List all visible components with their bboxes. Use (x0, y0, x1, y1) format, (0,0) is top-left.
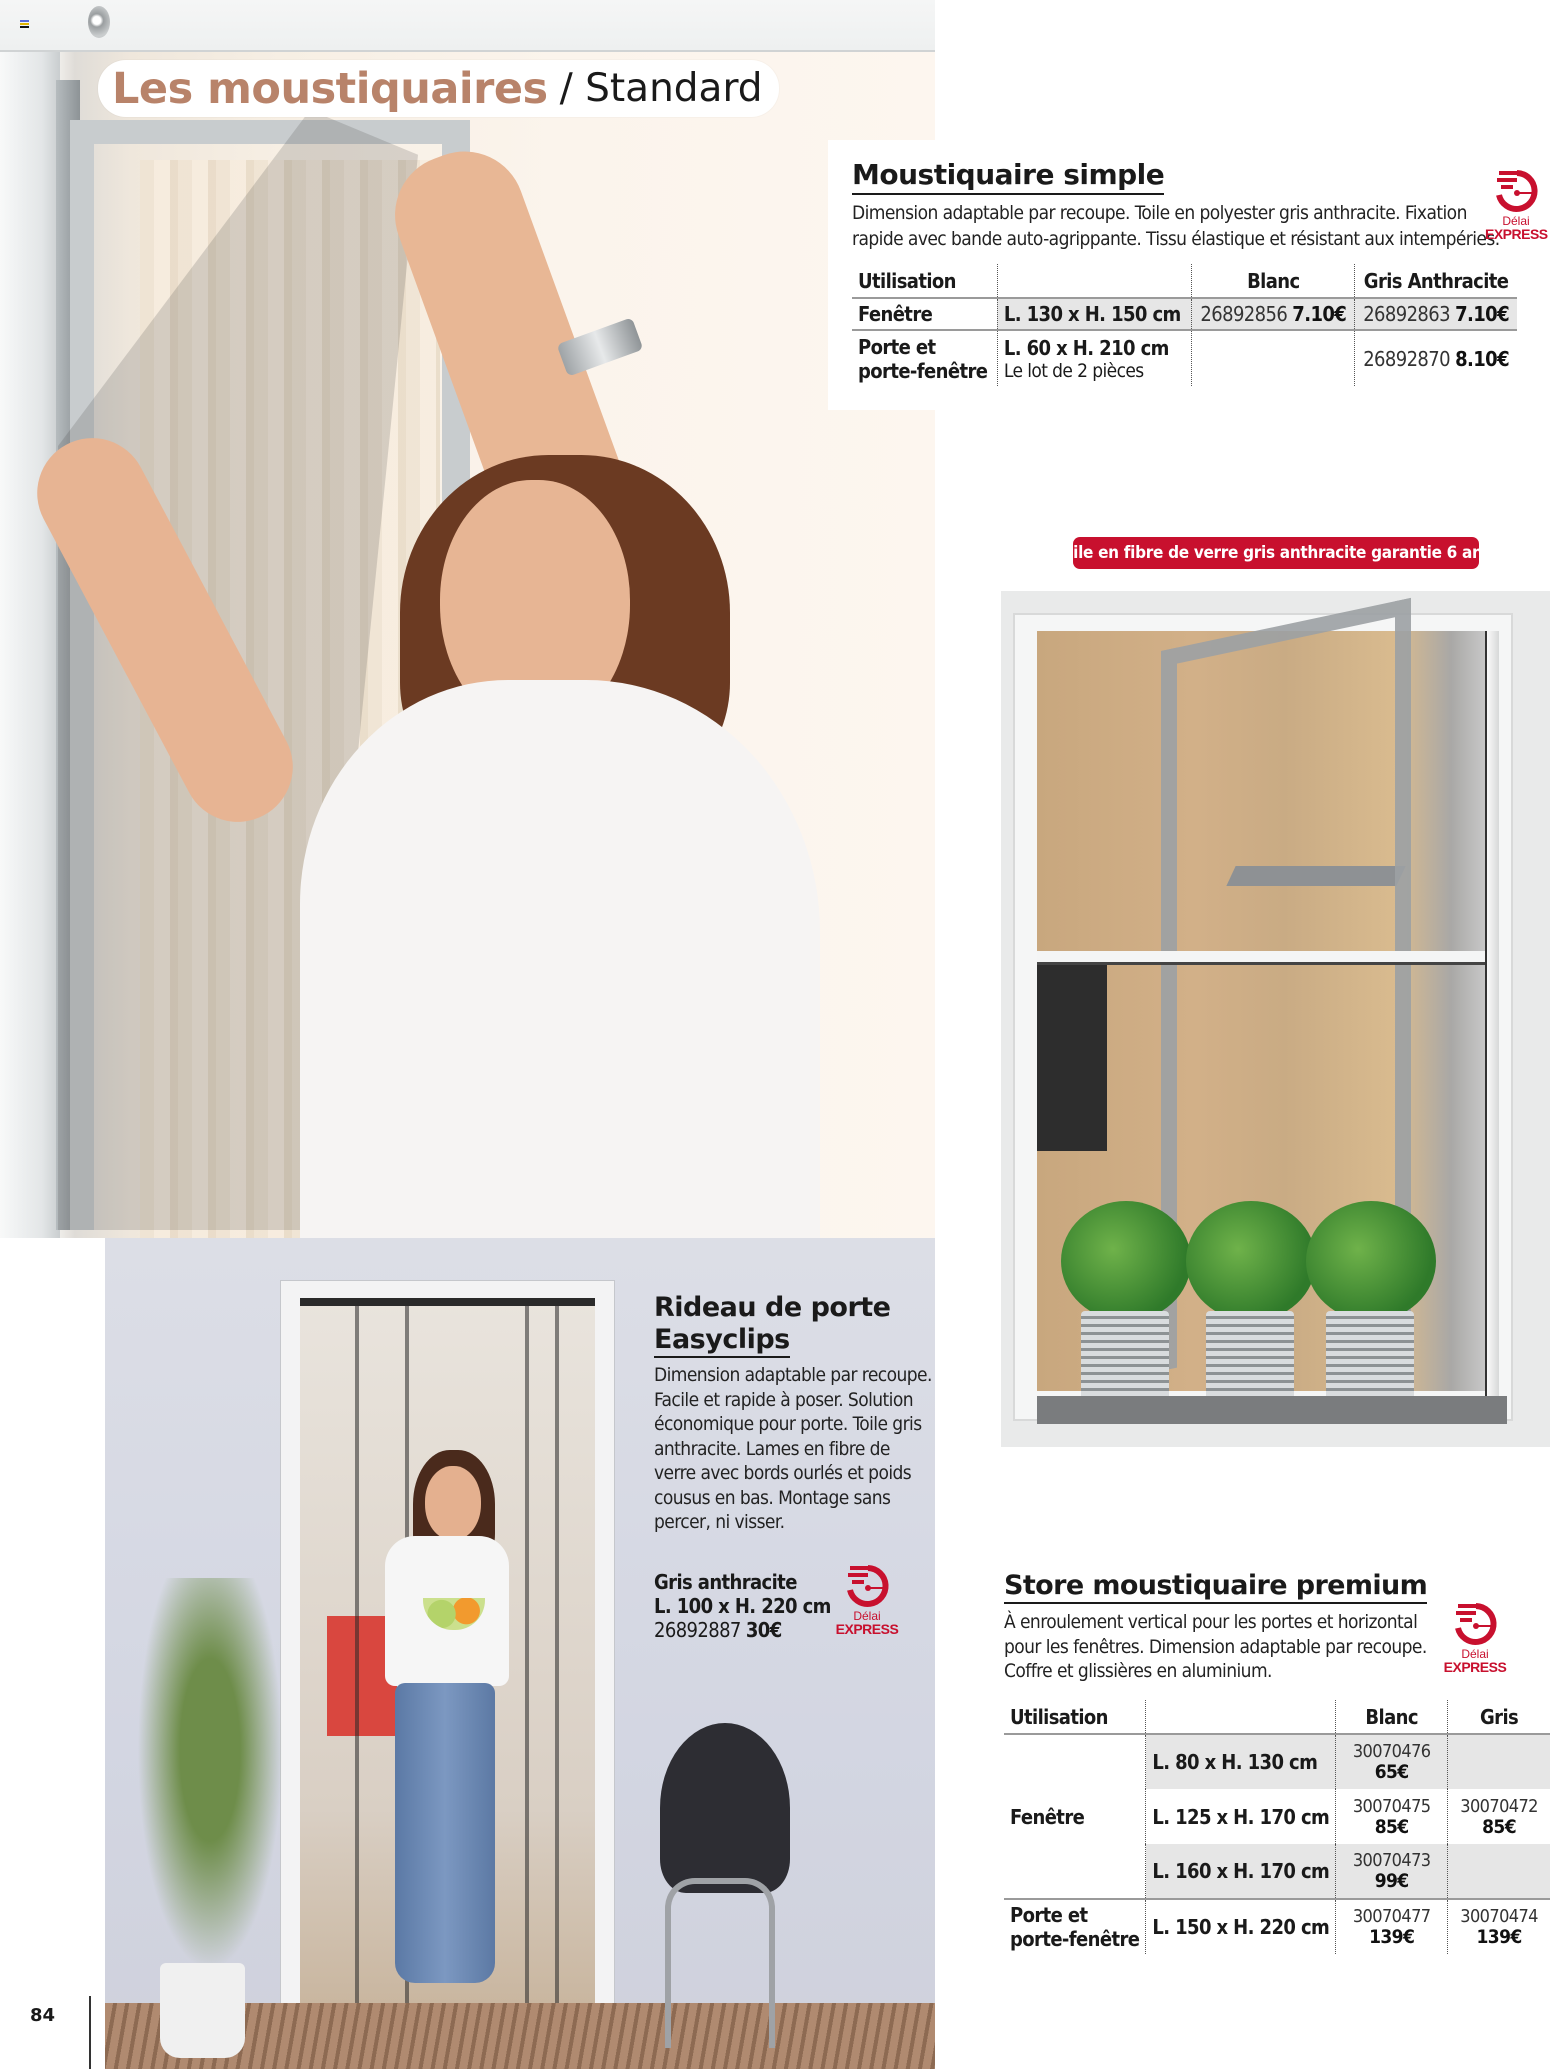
column-header: Utilisation (858, 268, 956, 293)
blanc-cell (1336, 1844, 1448, 1899)
usage-cell (1004, 1899, 1146, 1954)
column-header: Blanc (1336, 1700, 1448, 1734)
window-sill (1037, 1396, 1507, 1424)
product-title (654, 1292, 890, 1358)
express-label-line2: EXPRESS (835, 1621, 899, 1637)
size-cell: L. 130 x H. 150 cm (997, 298, 1192, 330)
product-price: 139€ (1476, 1926, 1522, 1948)
size-cell: L. 125 x H. 170 cm (1146, 1789, 1336, 1844)
product-price: 65€ (1374, 1761, 1409, 1783)
usage-cell (852, 330, 997, 386)
product-color: Gris anthracite (654, 1570, 797, 1594)
product-ref: 30070476 (1352, 1741, 1431, 1762)
roller-screen-bar (1037, 951, 1495, 965)
product-price: 85€ (1482, 1815, 1517, 1838)
gris-cell (1355, 298, 1517, 330)
black-chair (660, 1723, 790, 1893)
hero-photo-woman-installing-screen (0, 0, 935, 1238)
usage-line: porte-fenêtre (858, 358, 988, 383)
title-line: Easyclips (654, 1324, 790, 1358)
window-side-frame (0, 52, 60, 1238)
blanc-cell (1336, 1789, 1448, 1844)
curtain-strip (525, 1306, 529, 2026)
window-top-frame (0, 0, 935, 52)
gris-cell (1355, 330, 1517, 386)
size-main: L. 60 x H. 210 cm (1003, 335, 1169, 360)
product-ref: 26892887 (654, 1618, 741, 1642)
blanc-cell-empty (1192, 330, 1355, 386)
table-row (1004, 1899, 1550, 1954)
product-description: Dimension adaptable par recoupe. Facile et rapide à poser. Solution économique pour porte. Toile gris anthracite. Lames en fibre de verre avec bords ourlés et poids cousus en bas. Montage sans percer, ni visser. (654, 1364, 932, 1533)
window-knob (88, 6, 110, 38)
gris-cell (1448, 1789, 1550, 1844)
express-label-line1: Délai (1461, 1647, 1489, 1661)
gris-cell-empty (1448, 1844, 1550, 1899)
product-price: 139€ (1369, 1926, 1415, 1948)
product-price: 30€ (745, 1618, 782, 1642)
blanc-cell (1192, 298, 1355, 330)
product-price: 8.10€ (1455, 346, 1509, 371)
blanc-cell (1336, 1734, 1448, 1789)
potted-palm (125, 1578, 295, 2008)
size-cell: L. 160 x H. 170 cm (1146, 1844, 1336, 1899)
table-header-row (1004, 1700, 1550, 1734)
product-ref: 30070477 (1352, 1906, 1431, 1927)
metal-pot (1081, 1311, 1169, 1403)
blanc-cell (1336, 1899, 1448, 1954)
column-header: Gris Anthracite (1355, 264, 1517, 298)
column-header (1146, 1700, 1336, 1734)
metal-pot (1326, 1311, 1414, 1403)
description-line: Dimension adaptable par recoupe. Toile en polyester gris anthracite. Fixation (852, 202, 1467, 224)
product-spec (654, 1570, 831, 1642)
usage-cell: Fenêtre (1004, 1734, 1146, 1899)
product-title: Store moustiquaire premium (1004, 1570, 1427, 1604)
woman-face (425, 1466, 481, 1540)
product-price: 99€ (1374, 1870, 1409, 1892)
product-ref: 30070472 (1460, 1795, 1538, 1817)
curtain-strip (355, 1306, 359, 2026)
herb-plant (1061, 1201, 1191, 1321)
color-marker-icon (20, 20, 29, 28)
product-ref: 30070475 (1352, 1795, 1431, 1817)
page-number: 84 (30, 2005, 56, 2026)
product-description: À enroulement vertical pour les portes et horizontal pour les fenêtres. Dimension adaptable par recoupe. Coffre et glissières en aluminium. (1004, 1611, 1427, 1682)
title-line: Rideau de porte (654, 1292, 891, 1323)
chair-legs (665, 1878, 775, 2048)
product-simple-price-table (852, 264, 1517, 386)
table-row (1004, 1734, 1550, 1789)
product-image-roller-screen-window (1001, 591, 1550, 1447)
oven (1037, 951, 1107, 1151)
curtain-rail (300, 1298, 595, 1306)
table-row (852, 298, 1517, 330)
metal-pot (1206, 1311, 1294, 1403)
product-ref: 30070473 (1352, 1850, 1431, 1871)
curtain-strip (555, 1306, 559, 2026)
page-divider (89, 1996, 91, 2069)
express-delivery-badge (1485, 165, 1547, 241)
size-note: Le lot de 2 pièces (1003, 359, 1144, 382)
product-price: 85€ (1374, 1815, 1409, 1838)
delivery-clock-icon (842, 1560, 892, 1610)
express-label-line2: EXPRESS (1485, 226, 1548, 242)
gris-cell (1448, 1899, 1550, 1954)
column-header (997, 264, 1192, 298)
table-row (852, 330, 1517, 386)
gris-cell-empty (1448, 1734, 1550, 1789)
express-label-line2: EXPRESS (1443, 1659, 1507, 1675)
description-line: rapide avec bande auto-agrippante. Tissu élastique et résistant aux intempéries. (852, 228, 1500, 250)
usage-line: Porte et (858, 334, 936, 359)
table-header-row (852, 264, 1517, 298)
section-title-main: Les moustiquaires (112, 63, 548, 114)
express-delivery-badge (833, 1560, 901, 1636)
size-cell: L. 150 x H. 220 cm (1146, 1899, 1336, 1954)
column-header: Blanc (1192, 264, 1355, 298)
size-cell: L. 80 x H. 130 cm (1146, 1734, 1336, 1789)
usage-cell: Fenêtre (852, 298, 997, 330)
product-ref: 30070474 (1460, 1906, 1538, 1927)
product-price: 7.10€ (1455, 302, 1509, 326)
delivery-clock-icon (1450, 1598, 1500, 1648)
column-header: Utilisation (1010, 1704, 1108, 1729)
warranty-badge: Toile en fibre de verre gris anthracite garantie 6 ans. (1073, 537, 1479, 569)
usage-line: porte-fenêtre (1010, 1927, 1140, 1951)
section-title (98, 60, 779, 117)
column-header: Gris (1448, 1700, 1550, 1734)
woman-jeans (395, 1683, 495, 1983)
express-label-line1: Délai (1502, 214, 1530, 228)
section-title-sub: / Standard (559, 66, 763, 111)
delivery-clock-icon (1491, 165, 1541, 215)
product-ref: 26892870 (1363, 346, 1450, 371)
usage-line: Porte et (1010, 1903, 1088, 1927)
product-size: L. 100 x H. 220 cm (654, 1594, 831, 1618)
herb-plant (1186, 1201, 1316, 1321)
white-pot (160, 1963, 245, 2058)
size-cell (997, 330, 1192, 386)
express-delivery-badge (1440, 1598, 1510, 1674)
product-description (852, 200, 1500, 252)
product-title: Moustiquaire simple (852, 158, 1164, 195)
side-rail (1485, 631, 1499, 1421)
express-label-line1: Délai (853, 1609, 881, 1623)
product-price: 7.10€ (1292, 302, 1347, 326)
product-ref: 26892863 (1363, 302, 1450, 326)
product-ref: 26892856 (1200, 302, 1288, 326)
herb-plant (1306, 1201, 1436, 1321)
product-store-price-table (1004, 1700, 1550, 1954)
woman-white-shirt (300, 680, 820, 1238)
